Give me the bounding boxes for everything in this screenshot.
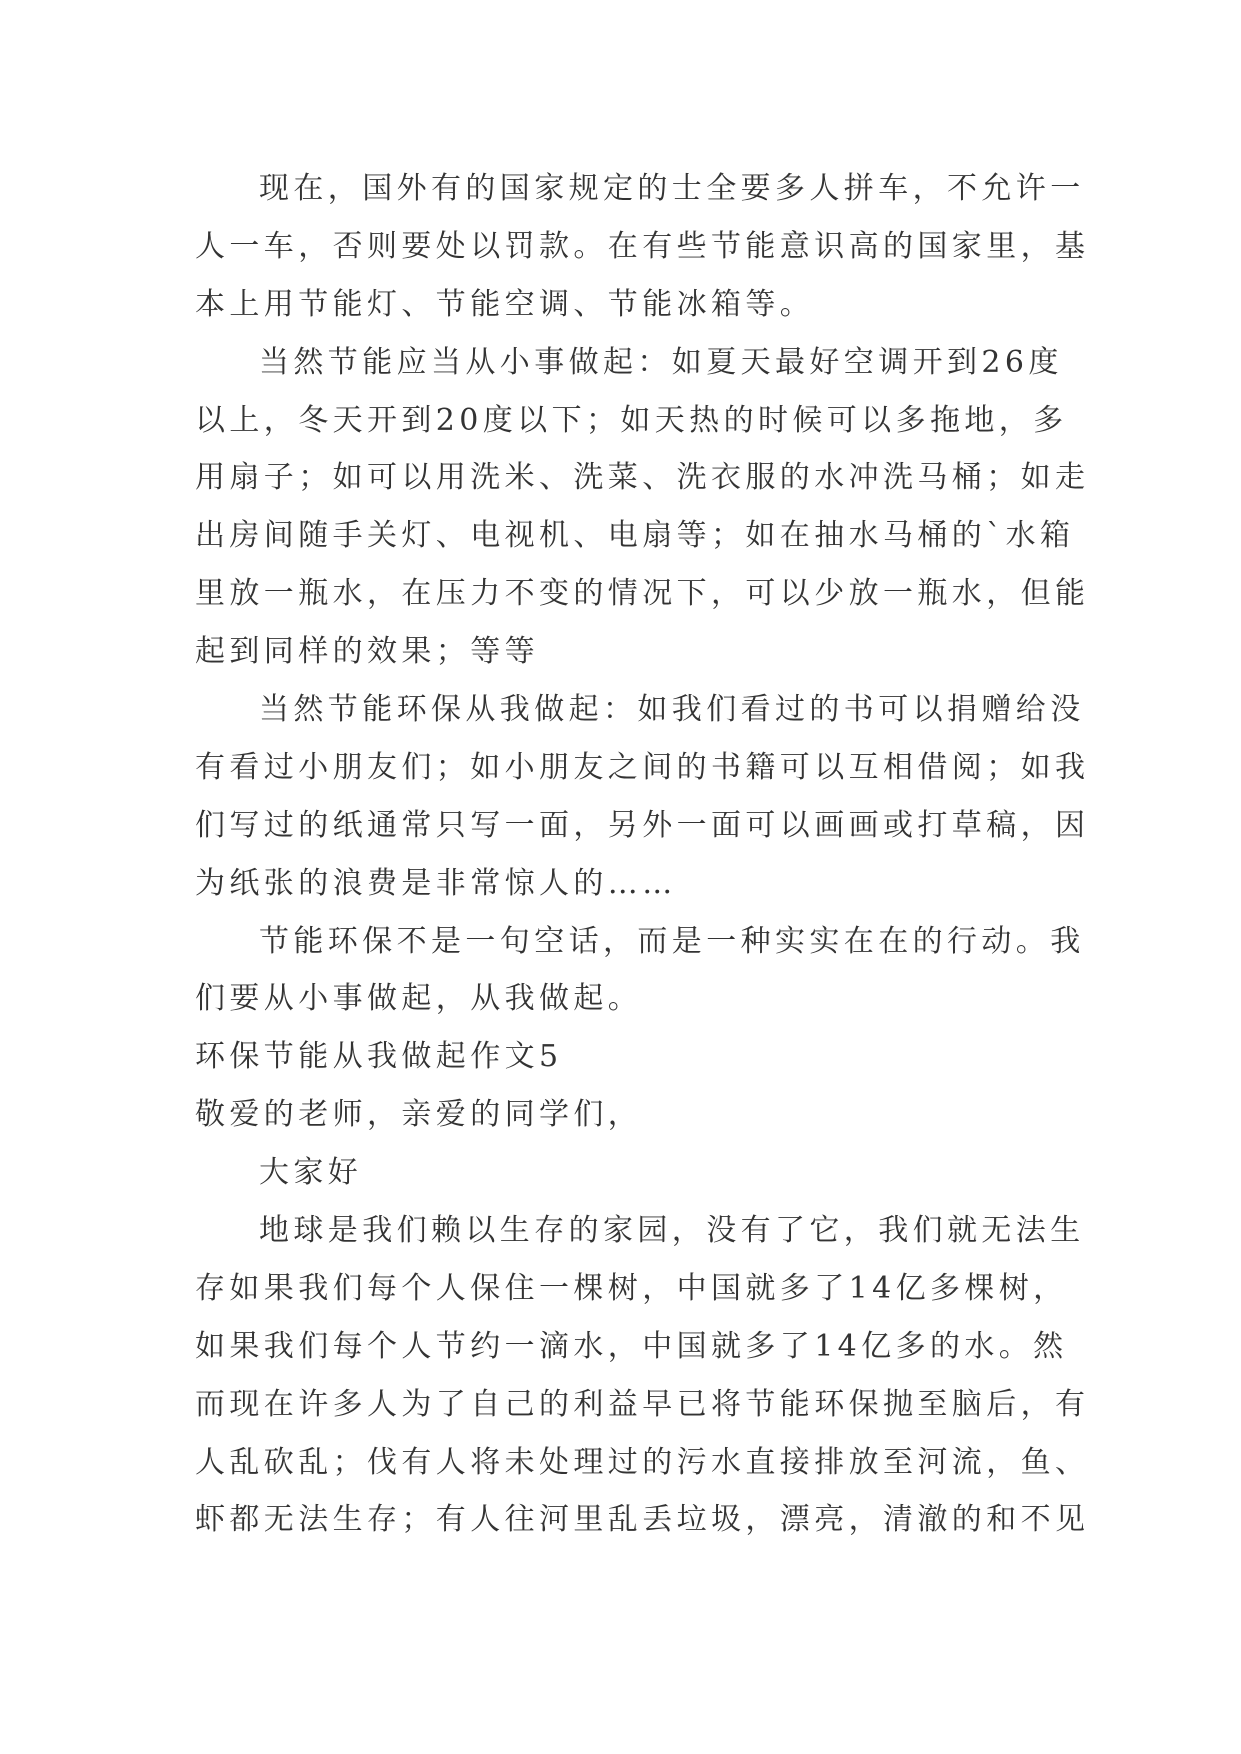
paragraph-line: 起到同样的效果；等等	[195, 634, 539, 670]
paragraph-line: 当然节能环保从我做起：如我们看过的书可以捐赠给没	[259, 692, 1085, 728]
paragraph-line: 节能环保不是一句空话，而是一种实实在在的行动。我	[259, 923, 1085, 959]
paragraph-line: 里放一瓶水，在压力不变的情况下，可以少放一瓶水，但能	[195, 576, 1090, 612]
paragraph-line: 现在，国外有的国家规定的士全要多人拼车，不允许一	[259, 171, 1085, 206]
paragraph-line: 以上，冬天开到20度以下；如天热的时候可以多拖地，多	[195, 402, 1068, 438]
greeting-line: 大家好	[259, 1155, 363, 1191]
paragraph-line: 们写过的纸通常只写一面，另外一面可以画画或打草稿，因	[195, 807, 1090, 843]
paragraph-line: 而现在许多人为了自己的利益早已将节能环保抛至脑后，有	[195, 1386, 1090, 1422]
paragraph-line: 为纸张的浪费是非常惊人的……	[195, 865, 677, 901]
paragraph-line: 存如果我们每个人保住一棵树，中国就多了14亿多棵树，	[195, 1270, 1068, 1306]
paragraph-line: 当然节能应当从小事做起：如夏天最好空调开到26度	[259, 344, 1063, 380]
salutation-line: 敬爱的老师，亲爱的同学们，	[195, 1097, 643, 1133]
paragraph-line: 地球是我们赖以生存的家园，没有了它，我们就无法生	[259, 1213, 1085, 1249]
section-heading: 环保节能从我做起作文5	[195, 1039, 563, 1075]
paragraph-line: 出房间随手关灯、电视机、电扇等；如在抽水马桶的`水箱	[195, 518, 1075, 554]
paragraph-line: 如果我们每个人节约一滴水，中国就多了14亿多的水。然	[195, 1328, 1068, 1364]
paragraph-line: 虾都无法生存；有人往河里乱丢垃圾，漂亮，清澈的和不见	[195, 1502, 1090, 1538]
document-body	[195, 160, 1090, 1549]
paragraph-line: 人乱砍乱；伐有人将未处理过的污水直接排放至河流，鱼、	[195, 1444, 1090, 1480]
paragraph-line: 本上用节能灯、节能空调、节能冰箱等。	[195, 286, 815, 322]
paragraph-line: 用扇子；如可以用洗米、洗菜、洗衣服的水冲洗马桶；如走	[195, 460, 1090, 496]
paragraph-line: 有看过小朋友们；如小朋友之间的书籍可以互相借阅；如我	[195, 749, 1090, 785]
paragraph-line: 人一车，否则要处以罚款。在有些节能意识高的国家里，基	[195, 228, 1090, 264]
paragraph-line: 们要从小事做起，从我做起。	[195, 981, 643, 1017]
